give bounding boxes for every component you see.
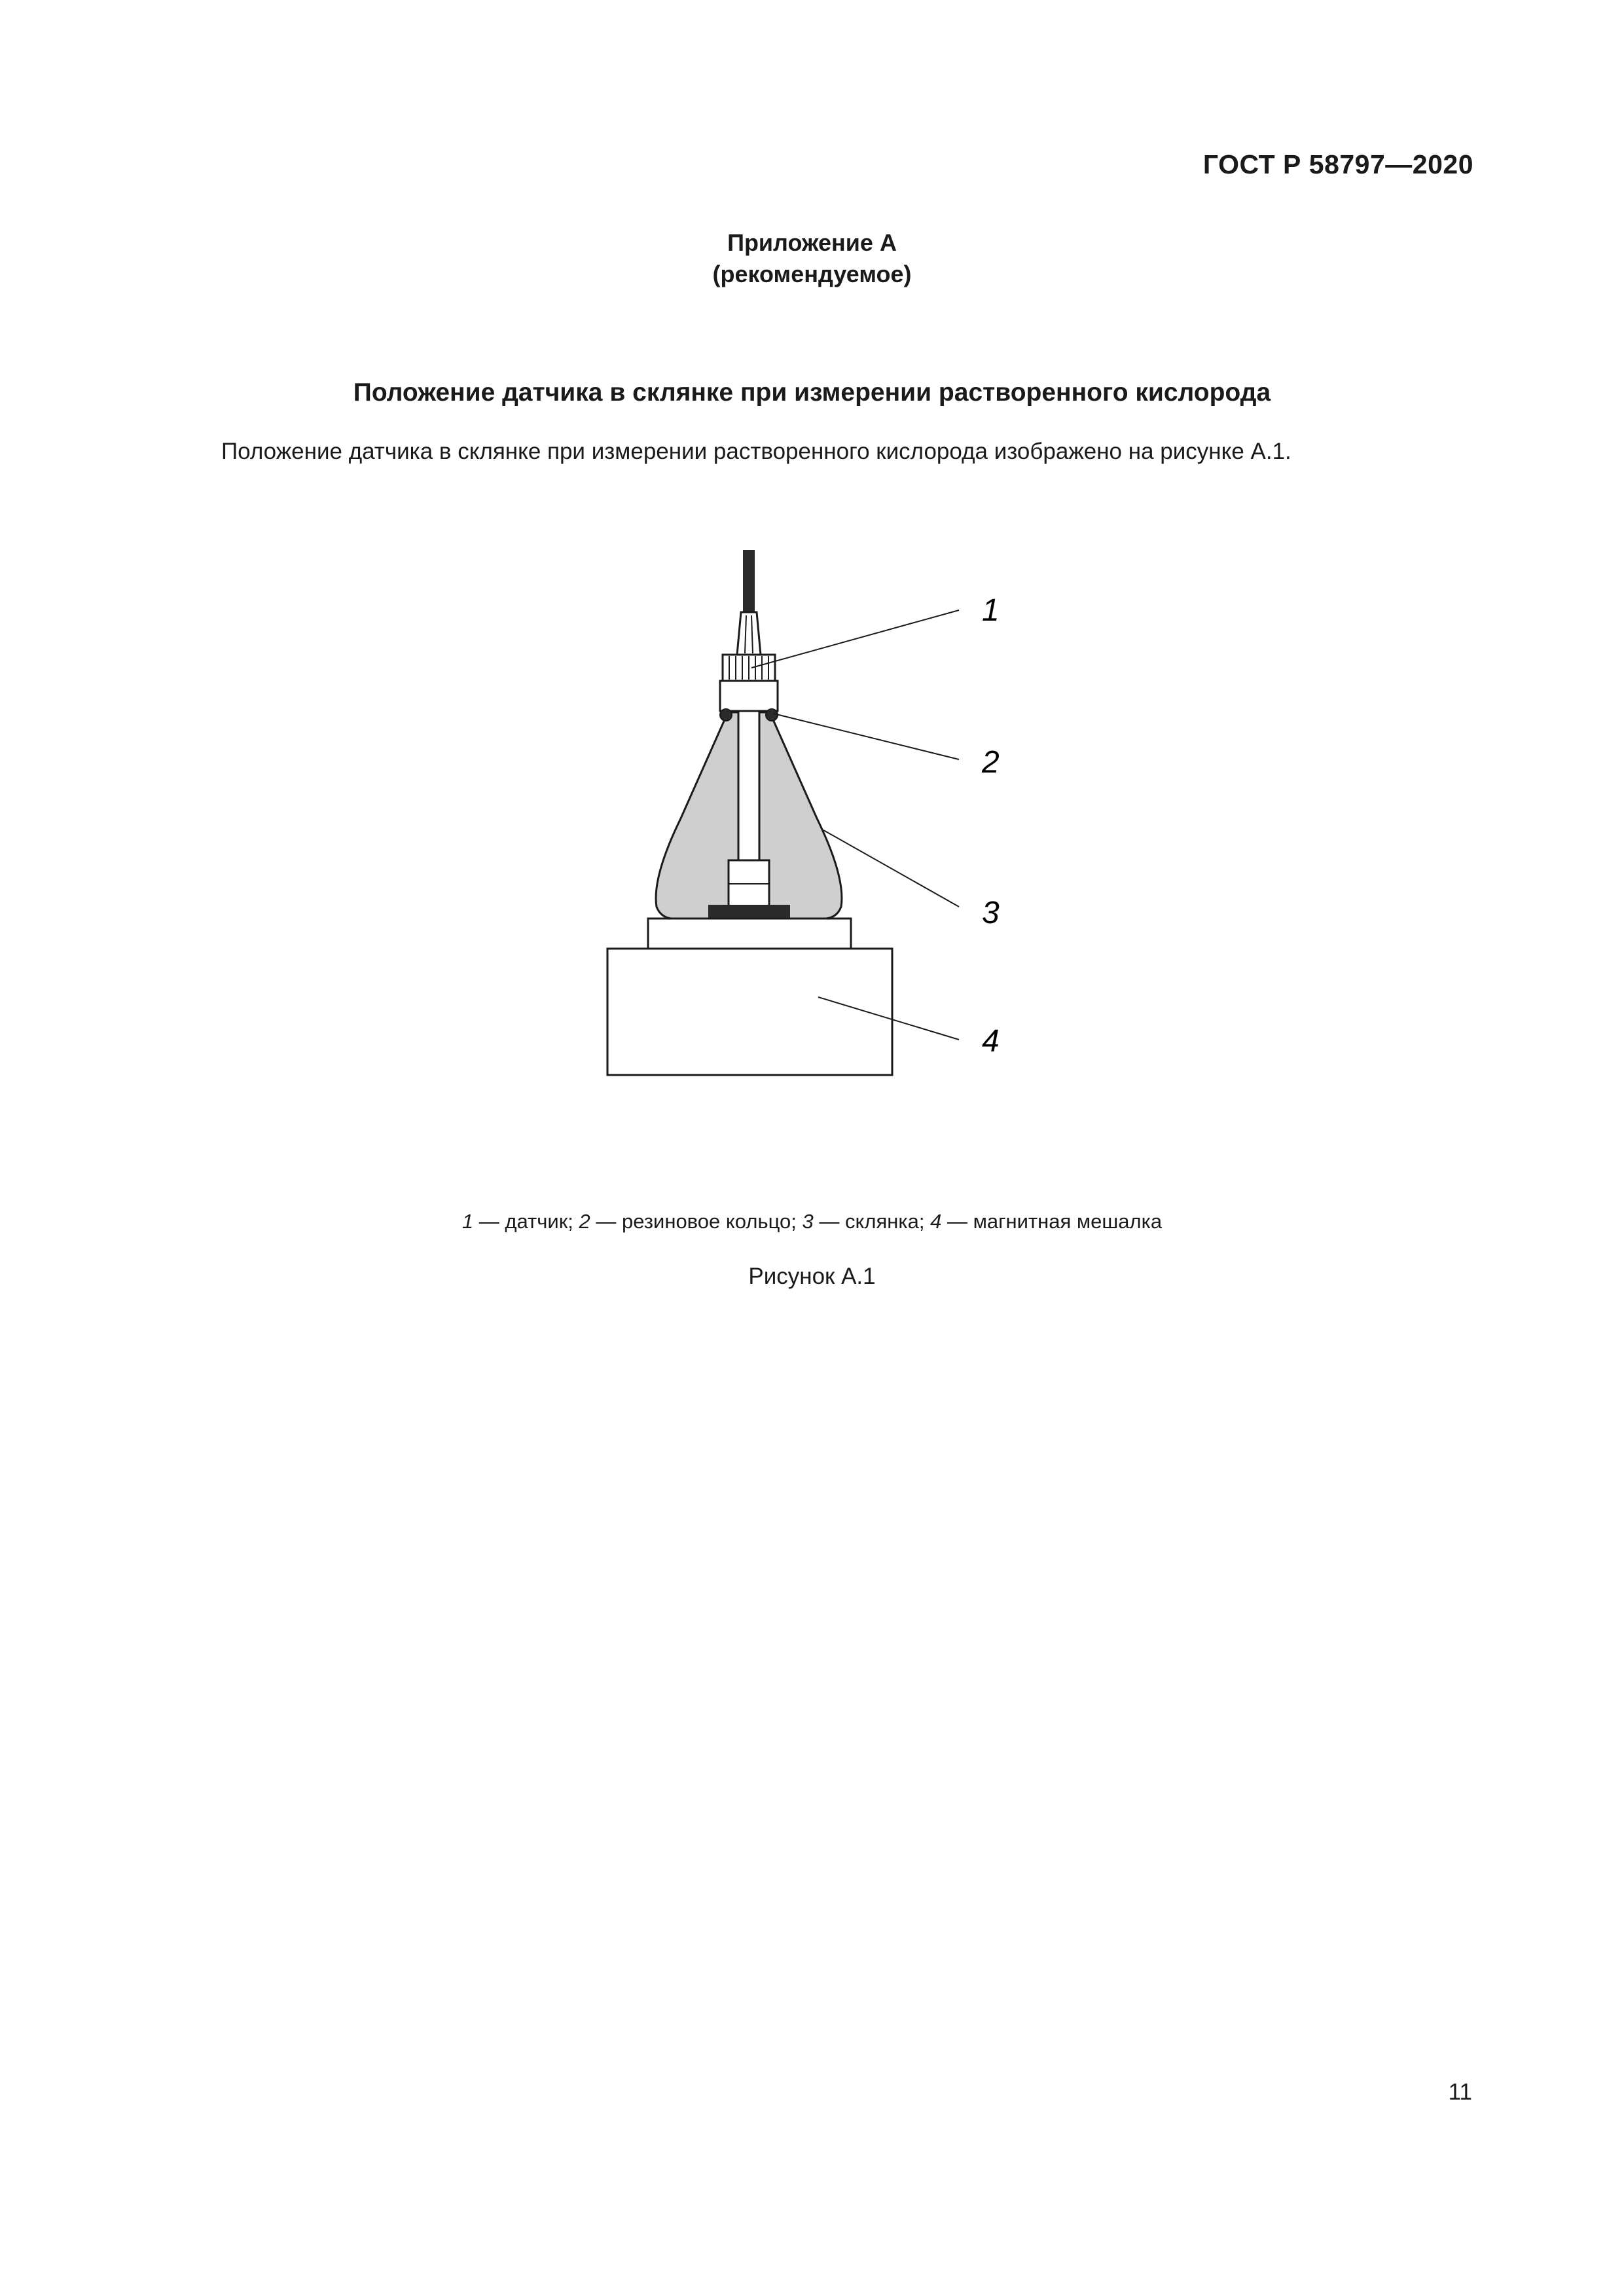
section-paragraph: Положение датчика в склянке при измерении растворенного кислорода изображено на рисунке А.1. bbox=[221, 439, 1291, 464]
callout-4: 4 bbox=[982, 1024, 1000, 1059]
callout-3: 3 bbox=[982, 896, 1000, 930]
leader-line-1 bbox=[751, 610, 959, 668]
legend-num-4: 4 bbox=[930, 1210, 942, 1233]
appendix-subtitle: (рекомендуемое) bbox=[712, 261, 912, 287]
legend-text-1: — датчик; bbox=[478, 1210, 573, 1233]
appendix-title: Приложение А bbox=[727, 229, 897, 256]
legend-num-1: 1 bbox=[461, 1210, 474, 1233]
leader-line-2 bbox=[774, 714, 959, 759]
leader-line-3 bbox=[823, 830, 959, 907]
legend-text-2: — резиновое кольцо; bbox=[596, 1210, 797, 1233]
legend-text-4: — магнитная мешалка bbox=[947, 1210, 1163, 1233]
rubber-ring-right bbox=[766, 709, 778, 721]
stirrer-neck bbox=[648, 919, 851, 949]
legend-num-3: 3 bbox=[802, 1210, 814, 1233]
sensor-cable bbox=[743, 550, 755, 612]
figure-legend bbox=[0, 1210, 1624, 1233]
legend-num-2: 2 bbox=[579, 1210, 590, 1233]
sensor-head bbox=[720, 681, 778, 711]
page-number: 11 bbox=[1448, 2079, 1472, 2105]
sensor-connector bbox=[737, 612, 761, 655]
document-code: ГОСТ Р 58797—2020 bbox=[1202, 149, 1473, 179]
section-title: Положение датчика в склянке при измерении растворенного кислорода bbox=[353, 378, 1271, 407]
callout-1: 1 bbox=[982, 593, 1000, 628]
magnetic-stirrer bbox=[607, 949, 892, 1075]
legend-text-3: — склянка; bbox=[819, 1210, 925, 1233]
figure-a1-diagram bbox=[589, 543, 1047, 1185]
callout-2: 2 bbox=[982, 745, 1000, 780]
rubber-ring-left bbox=[720, 709, 732, 721]
sensor-shaft bbox=[738, 711, 759, 860]
figure-caption: Рисунок А.1 bbox=[748, 1264, 876, 1289]
